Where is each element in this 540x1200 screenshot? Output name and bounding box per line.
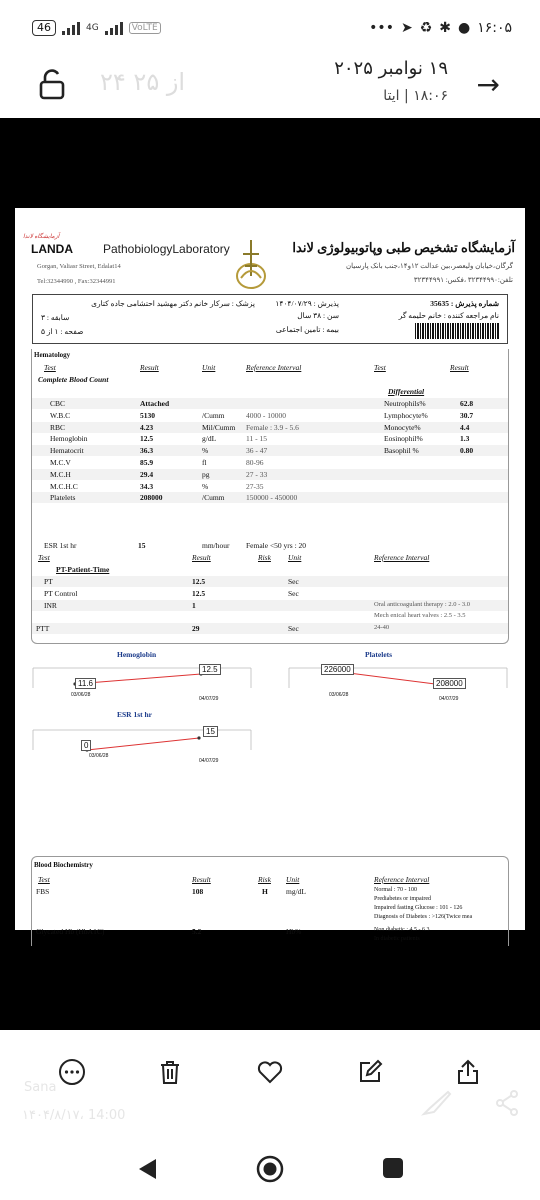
cbc-unit: Mil/Cumm	[202, 422, 236, 432]
lab-name-en: PathobiologyLaboratory	[103, 242, 230, 256]
esr-point-2: 15	[203, 726, 218, 737]
favorite-heart-icon[interactable]	[256, 1058, 284, 1086]
diff-result: 1.3	[460, 434, 470, 444]
bc-col-result: Result	[192, 875, 211, 884]
lab-report-image	[15, 208, 525, 942]
pt-unit: Sec	[288, 577, 299, 586]
graph-esr-title: ESR 1st hr	[117, 710, 153, 719]
cbc-unit: %	[202, 446, 209, 456]
home-nav-icon[interactable]	[256, 1155, 284, 1183]
volte-badge: VoLTE	[129, 22, 161, 34]
action-bar	[0, 1030, 540, 1135]
image-viewer[interactable]	[0, 118, 540, 1030]
cbc-title: Complete Blood Count	[38, 375, 109, 384]
fbs-ref-3: Impaired fasting Glucose : 101 - 126	[374, 905, 463, 911]
trend-graphs	[31, 650, 509, 780]
cbc-unit: /Cumm	[202, 410, 225, 420]
cbc-test-name: W.B.C	[50, 410, 71, 420]
a1c-ref-2: In diabetic patients	[374, 936, 420, 942]
graph-hb-title: Hemoglobin	[117, 650, 157, 659]
network-label: 4G	[86, 22, 99, 33]
back-nav-icon[interactable]	[136, 1157, 158, 1181]
fbs-ref-1: Normal : 70 - 100	[374, 887, 417, 893]
lab-name-fa: آزمایشگاه تشخیص طبی وپاتوبیولوژی لاندا	[292, 240, 515, 255]
forward-arrow-icon[interactable]: →	[476, 68, 500, 101]
diff-result: 4.4	[460, 422, 470, 432]
pt-col-ref: Reference Interval	[374, 553, 430, 562]
biochemistry-section	[31, 856, 509, 946]
col-ref: Reference Interval	[246, 363, 302, 372]
cbc-unit: g/dL	[202, 434, 217, 444]
cbc-test-name: RBC	[50, 422, 66, 432]
col-unit: Unit	[202, 363, 216, 372]
plt-date-2: 04/07/29	[439, 696, 459, 702]
pt-result: 1	[192, 601, 196, 610]
cbc-unit: fl	[202, 458, 207, 467]
row-stripe	[32, 445, 508, 456]
cbc-reference: 4000 - 10000	[246, 410, 286, 420]
lab-phone-fa: تلفن:۳۲۳۴۴۹۹۰ ،فکس: ۳۲۳۴۴۹۹۱	[413, 276, 513, 284]
share-forward-icon[interactable]	[492, 1088, 522, 1118]
bc-col-risk: Risk	[258, 875, 271, 884]
a1c-result: 5.2	[192, 927, 202, 936]
row-stripe	[32, 576, 508, 587]
col-test-2: Test	[374, 363, 386, 372]
esr-test: ESR 1st hr	[44, 541, 77, 550]
graph-lines	[31, 650, 509, 780]
pt-col-risk: Risk	[258, 553, 271, 562]
history: سابقه : ۳	[41, 313, 70, 322]
row-stripe	[32, 398, 508, 409]
a1c-ref-1: Non diabetic : 4.5 - 6.3	[374, 927, 430, 933]
cbc-result: 34.3	[140, 481, 154, 491]
lab-seal: آزمایشگاه لاندا	[23, 234, 60, 240]
biochem-title: Blood Biochemistry	[34, 861, 93, 869]
pt-result: 12.5	[192, 589, 206, 598]
pt-result: 29	[192, 624, 200, 633]
cbc-unit: pg	[202, 469, 210, 479]
hb-point-1: 11.6	[75, 678, 96, 689]
cbc-result: 208000	[140, 493, 163, 503]
col-result-2: Result	[450, 363, 469, 372]
cbc-reference: 11 - 15	[246, 434, 267, 444]
a1c-unit: Hb%	[286, 927, 302, 936]
esr-date-2: 04/07/29	[199, 758, 219, 764]
delete-icon[interactable]	[156, 1058, 184, 1086]
esr-unit: mm/hour	[202, 541, 230, 550]
cbc-reference: 80-96	[246, 458, 264, 467]
lab-logo-icon	[229, 236, 273, 292]
pt-title: PT-Patient-Time	[56, 565, 110, 574]
cbc-reference: 27-35	[246, 481, 264, 491]
lab-address-en: Gorgan, Valiasr Street, Edalat14	[37, 263, 121, 270]
page-counter: ۲۴ از ۲۵	[100, 68, 186, 96]
diff-result: 30.7	[460, 410, 474, 420]
signal-icon-2	[105, 21, 123, 35]
patient-info-box	[32, 294, 508, 344]
sent-date: ۱۴۰۴/۸/۱۷، 14:00	[22, 1108, 126, 1123]
diff-title: Differential	[388, 387, 425, 396]
fbs-result: 108	[192, 887, 204, 896]
draw-brush-icon[interactable]	[420, 1088, 454, 1118]
cbc-result: Attached	[140, 399, 170, 408]
esr-date-1: 03/06/28	[89, 753, 109, 759]
edit-icon[interactable]	[356, 1058, 384, 1086]
a1c-test: Glycated Hb (HbA1C)	[36, 927, 105, 936]
hb-point-2: 12.5	[199, 664, 221, 675]
cbc-result: 36.3	[140, 446, 154, 456]
cbc-reference: Female : 3.9 - 5.6	[246, 422, 299, 432]
lab-name-en-brand: LANDA	[31, 242, 73, 256]
pt-test-name: PT Control	[44, 589, 78, 598]
reception-number: شماره پذیرش : 35635	[430, 299, 499, 308]
pt-reference: Mech enical heart valves : 2.5 - 3.5	[374, 612, 466, 619]
cbc-test-name: Platelets	[50, 493, 76, 503]
cbc-result: 4.23	[140, 422, 154, 432]
cbc-test-name: M.C.H	[50, 469, 71, 479]
cbc-test-name: M.C.H.C	[50, 481, 78, 491]
battery-indicator: 46	[32, 20, 56, 36]
pt-reference: Oral anticoagulant therapy : 2.0 - 3.0	[374, 601, 471, 608]
pt-reference: 24-40	[374, 624, 390, 631]
signal-icon	[62, 21, 80, 35]
pt-test-name: PTT	[36, 624, 50, 633]
viewer-header	[0, 40, 540, 118]
row-stripe	[32, 623, 508, 634]
plt-point-1: 226000	[321, 664, 354, 675]
pt-col-unit: Unit	[288, 553, 302, 562]
cbc-unit: /Cumm	[202, 493, 225, 503]
diff-result: 62.8	[460, 399, 474, 408]
clock: ۱۶:۰۵	[477, 20, 512, 36]
bc-col-test: Test	[38, 875, 50, 884]
fbs-risk: H	[262, 887, 268, 896]
system-nav-bar	[0, 1135, 540, 1200]
barcode	[415, 323, 499, 339]
pt-test-name: INR	[44, 601, 57, 610]
pt-result: 12.5	[192, 577, 206, 586]
patient-name: نام مراجعه کننده : خانم حلیمه گر	[398, 311, 499, 320]
lab-phone-en: Tel:32344990 , Fax:32344991	[37, 278, 116, 285]
settings-icon: ✱	[439, 20, 451, 36]
col-result: Result	[140, 363, 159, 372]
esr-point-1: 0	[81, 740, 91, 751]
lab-letterhead	[15, 208, 525, 298]
diff-test-name: Basophil %	[384, 446, 419, 456]
recents-nav-icon[interactable]	[382, 1157, 404, 1179]
lab-address-fa: گرگان،خیابان ولیعصر،بین عدالت ۱۲و۱۴،جنب بانک پارسیان	[345, 262, 513, 270]
cbc-result: 5130	[140, 410, 155, 420]
esr-result: 15	[138, 541, 146, 550]
cbc-reference: 36 - 47	[246, 446, 268, 456]
hematology-section	[31, 349, 509, 644]
bc-col-unit: Unit	[286, 875, 300, 884]
cbc-unit: %	[202, 481, 209, 491]
plt-date-1: 03/06/28	[329, 692, 349, 698]
section-title: Hematology	[34, 351, 71, 359]
esr-ref: Female <50 yrs : 20	[246, 541, 307, 550]
cbc-test-name: CBC	[50, 399, 66, 408]
hb-date-1: 03/06/28	[71, 692, 91, 698]
diff-test-name: Neutrophils%	[384, 399, 426, 408]
pt-test-name: PT	[44, 577, 53, 586]
admit-date: پذیرش : ۱۴۰۴/۰۷/۲۹	[275, 299, 339, 308]
unlock-icon[interactable]	[38, 68, 66, 100]
sender-name: Sana	[24, 1080, 57, 1095]
cbc-result: 29.4	[140, 469, 154, 479]
message-time-source: ۱۸:۰۶ | ایتا	[383, 88, 448, 104]
fbs-ref-2: Prediabetes or impaired	[374, 896, 431, 902]
pt-col-result: Result	[192, 553, 211, 562]
diff-result: 0.80	[460, 446, 474, 456]
chat-icon: ●	[457, 20, 471, 36]
sync-icon: ♻	[419, 20, 433, 36]
col-test: Test	[44, 363, 56, 372]
cbc-result: 85.9	[140, 458, 154, 467]
cbc-reference: 150000 - 450000	[246, 493, 298, 503]
diff-test-name: Lymphocyte%	[384, 410, 428, 420]
notification-dots: •••	[369, 20, 394, 36]
row-stripe	[32, 469, 508, 480]
page-of: صفحه : ۱ از ۵	[41, 327, 84, 336]
cbc-result: 12.5	[140, 434, 154, 444]
pt-unit: Sec	[288, 624, 299, 633]
cbc-reference: 27 - 33	[246, 469, 268, 479]
cbc-test-name: M.C.V	[50, 458, 71, 467]
hb-date-2: 04/07/29	[199, 696, 219, 702]
pt-col-test: Test	[38, 553, 50, 562]
diff-test-name: Eosinophil%	[384, 434, 423, 444]
cbc-test-name: Hematocrit	[50, 446, 84, 456]
diff-test-name: Monocyte%	[384, 422, 421, 432]
cbc-test-name: Hemoglobin	[50, 434, 88, 444]
doctor-name: پزشک : سرکار خانم دکتر مهشید احتشامی جاده کتاری	[91, 299, 255, 308]
telegram-icon: ➤	[400, 20, 413, 36]
bc-col-ref: Reference Interval	[374, 875, 430, 884]
insurance: بیمه : تامین اجتماعی	[275, 325, 339, 334]
fbs-test: FBS	[36, 887, 50, 896]
fbs-ref-4: Diagnosis of Diabetes : >126(Twice mea	[374, 914, 473, 920]
pt-unit: Sec	[288, 589, 299, 598]
patient-age: سن : ۳۸ سال	[297, 311, 339, 320]
plt-point-2: 208000	[433, 678, 466, 689]
graph-plt-title: Platelets	[365, 650, 393, 659]
share-icon[interactable]	[454, 1058, 482, 1086]
message-date-title: ۱۹ نوامبر ۲۰۲۵	[334, 58, 448, 79]
fbs-unit: mg/dL	[286, 887, 306, 896]
more-options-icon[interactable]	[58, 1058, 86, 1086]
